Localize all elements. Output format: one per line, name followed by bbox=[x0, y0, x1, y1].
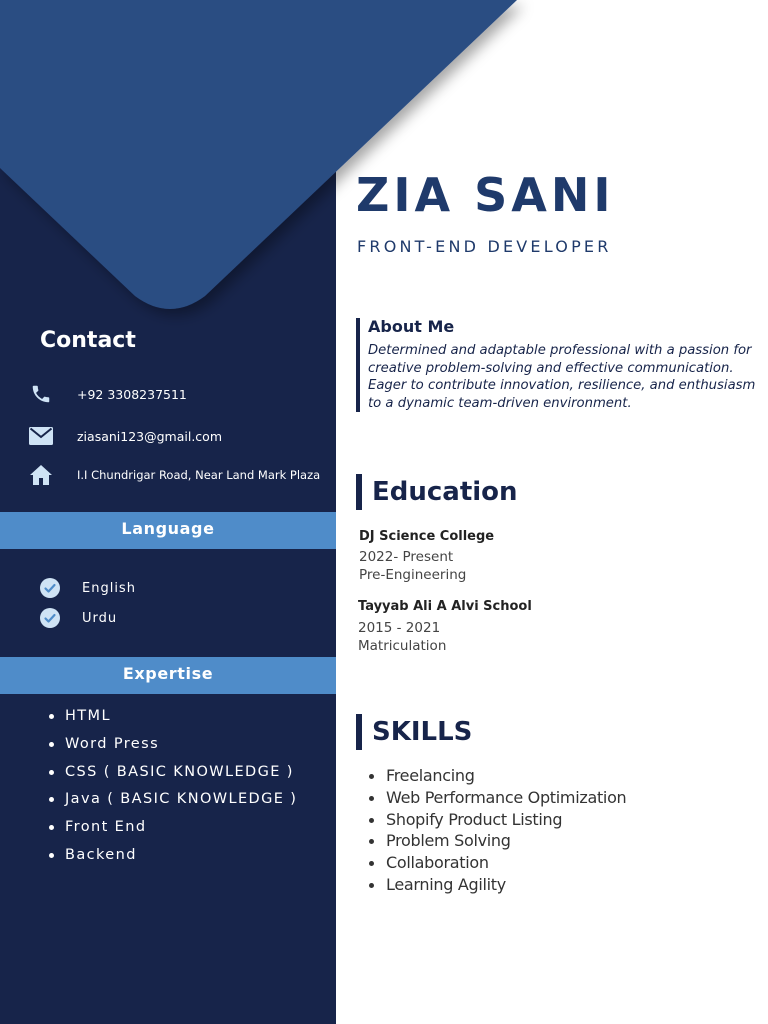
skill-item: Freelancing bbox=[368, 765, 626, 787]
skills-heading: SKILLS bbox=[372, 717, 473, 747]
expertise-item: Java ( BASIC KNOWLEDGE ) bbox=[46, 787, 297, 815]
skill-item: Problem Solving bbox=[368, 830, 626, 852]
about-section bbox=[356, 318, 758, 412]
envelope-icon bbox=[28, 425, 54, 447]
education-program: Pre-Engineering bbox=[359, 566, 467, 583]
phone-number: +92 3308237511 bbox=[77, 386, 187, 402]
about-heading: About Me bbox=[368, 317, 455, 336]
about-text bbox=[368, 342, 758, 412]
skills-header bbox=[356, 714, 472, 750]
skill-item: Learning Agility bbox=[368, 874, 626, 896]
contact-phone-row bbox=[28, 383, 187, 405]
language-label: Urdu bbox=[82, 610, 118, 626]
home-address: I.I Chundrigar Road, Near Land Mark Plaza bbox=[77, 468, 321, 482]
about-line: to a dynamic team-driven environment. bbox=[368, 395, 632, 411]
education-header bbox=[356, 474, 518, 510]
education-program: Matriculation bbox=[358, 637, 447, 654]
school-name: Tayyab Ali A Alvi School bbox=[358, 599, 532, 614]
job-title: FRONT-END DEVELOPER bbox=[357, 237, 612, 256]
home-icon bbox=[28, 464, 54, 486]
about-line: creative problem-solving and effective communication. bbox=[368, 360, 734, 376]
language-heading: Language bbox=[0, 512, 336, 549]
check-circle-icon bbox=[40, 578, 60, 598]
language-label: English bbox=[82, 580, 136, 596]
expertise-heading: Expertise bbox=[0, 657, 336, 694]
contact-email-row bbox=[28, 425, 223, 447]
phone-icon bbox=[28, 383, 54, 405]
about-line: Eager to contribute innovation, resilience, and enthusiasm bbox=[368, 378, 756, 394]
contact-address-row bbox=[28, 464, 321, 486]
language-item bbox=[40, 578, 136, 598]
expertise-item: Word Press bbox=[46, 732, 297, 760]
education-entry bbox=[359, 529, 494, 584]
skill-item: Collaboration bbox=[368, 852, 626, 874]
school-name: DJ Science College bbox=[359, 529, 495, 544]
expertise-list bbox=[46, 704, 297, 871]
skill-item: Web Performance Optimization bbox=[368, 787, 626, 809]
email-address: ziasani123@gmail.com bbox=[77, 428, 223, 444]
contact-heading: Contact bbox=[40, 328, 136, 353]
check-circle-icon bbox=[40, 608, 60, 628]
section-accent-bar bbox=[356, 714, 362, 750]
candidate-name: ZIA SANI bbox=[356, 168, 615, 222]
section-accent-bar bbox=[356, 474, 362, 510]
skills-list bbox=[368, 765, 626, 896]
skill-item: Shopify Product Listing bbox=[368, 809, 626, 831]
education-entry bbox=[358, 599, 532, 655]
header-decorative-shape bbox=[0, 0, 768, 330]
expertise-item: Backend bbox=[46, 843, 297, 871]
expertise-item: HTML bbox=[46, 704, 297, 732]
education-years: 2015 - 2021 bbox=[358, 620, 441, 636]
language-item bbox=[40, 608, 117, 628]
about-line: Determined and adaptable professional with a passion for bbox=[368, 343, 752, 358]
expertise-item: CSS ( BASIC KNOWLEDGE ) bbox=[46, 760, 297, 788]
education-years: 2022- Present bbox=[359, 549, 454, 565]
expertise-item: Front End bbox=[46, 815, 297, 843]
education-heading: Education bbox=[372, 477, 518, 507]
